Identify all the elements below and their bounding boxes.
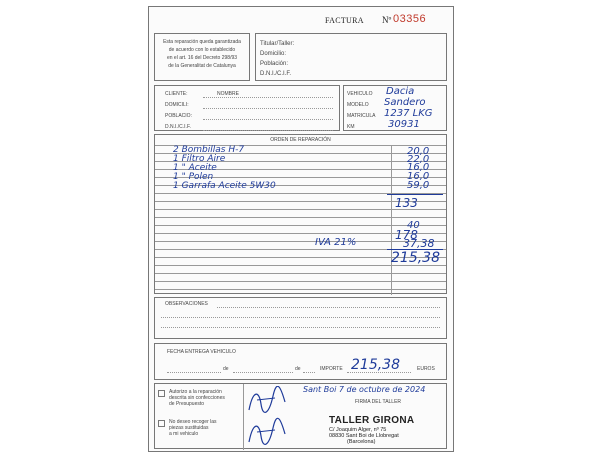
vehicle-box — [343, 85, 447, 131]
ruled-line — [155, 225, 446, 226]
city-line — [203, 119, 333, 120]
invoice-title: FACTURA — [325, 16, 364, 25]
client-box — [154, 85, 340, 131]
observations-box — [154, 297, 447, 339]
warranty-line: en el art. 16 del Decreto 298/93 — [166, 55, 238, 61]
observations-line — [161, 327, 440, 328]
authorize-text: descrita sin confecciones — [169, 395, 225, 401]
item-desc: 1 Garrafa Aceite 5W30 — [173, 181, 276, 191]
customer-signature — [245, 386, 289, 416]
observations-line — [161, 317, 440, 318]
labour-amount: 40 — [407, 220, 420, 231]
invoice-number: 03356 — [393, 13, 427, 25]
owner-line: D.N.I./C.I.F. — [260, 71, 292, 77]
amount-column-divider — [391, 145, 392, 295]
delivery-de: de — [223, 366, 229, 372]
plate-label: MATRICULA — [347, 113, 376, 119]
item-desc: 1 " Polen — [173, 172, 214, 182]
warranty-line: de acuerdo con lo establecido — [168, 47, 236, 53]
invoice-number-label: Nº — [382, 15, 392, 25]
plate-value: 1237 LKG — [384, 108, 433, 119]
ruled-line — [155, 289, 446, 290]
parts-text: No deseo recoger las — [169, 419, 217, 425]
km-label: KM — [347, 124, 355, 130]
parts-text: piezas sustituidas — [169, 425, 209, 431]
parts-text: a mi vehiculo — [169, 431, 199, 437]
signature-date: Sant Boi 7 de octubre de 2024 — [303, 385, 426, 394]
ruled-line — [155, 217, 446, 218]
euros-label: EUROS — [417, 366, 435, 372]
model-value: Sandero — [384, 97, 426, 108]
customer-signature-2 — [245, 416, 289, 448]
delivery-month-line — [233, 372, 293, 373]
owner-line: Domicilio: — [260, 51, 287, 57]
owner-box — [255, 33, 447, 81]
model-label: MODELO — [347, 102, 369, 108]
owner-line: Titular/Taller: — [260, 41, 295, 47]
item-desc: 2 Bombillas H-7 — [173, 145, 245, 155]
client-line — [203, 97, 333, 98]
vehicle-label: VEHICULO — [347, 91, 373, 97]
address-label: DOMICILI: — [165, 102, 189, 108]
delivery-box — [154, 343, 447, 380]
subtotal-2: 178 — [395, 228, 418, 242]
workshop-stamp — [329, 415, 439, 445]
delivery-year-line — [303, 372, 315, 373]
client-value: NOMBRE — [217, 91, 239, 97]
workshop-signature-label: FIRMA DEL TALLER — [355, 399, 402, 405]
stamp-name: TALLER GIRONA — [329, 415, 415, 426]
item-desc: 1 Filtro Aire — [173, 154, 226, 164]
delivery-day-line — [167, 372, 221, 373]
warranty-line: Esta reparación queda garantizada — [163, 39, 241, 45]
importe-label: IMPORTE — [320, 366, 343, 372]
item-desc: 1 " Aceite — [173, 163, 217, 173]
item-amount: 20,0 — [407, 146, 430, 157]
importe-value: 215,38 — [351, 357, 400, 373]
address-line — [203, 108, 333, 109]
warranty-line: de la Generalitat de Catalunya — [168, 63, 236, 69]
item-amount: 16,0 — [407, 171, 430, 182]
ruled-line — [155, 273, 446, 274]
authorize-checkbox[interactable] — [158, 390, 165, 397]
total-amount: 215,38 — [391, 250, 440, 266]
authorize-text: Autorizo a la reparación — [169, 389, 222, 395]
delivery-label: FECHA ENTREGA VEHICULO — [167, 349, 236, 355]
ruled-line — [155, 281, 446, 282]
observations-line — [217, 307, 440, 308]
repair-order-title: ORDEN DE REPARACIÓN — [270, 137, 331, 143]
item-amount: 22,0 — [407, 154, 430, 165]
invoice-sheet — [148, 6, 454, 452]
iva-label: IVA 21% — [315, 237, 357, 248]
subtotal: 133 — [395, 196, 418, 210]
authorization-divider — [243, 384, 244, 450]
warranty-box — [154, 33, 250, 81]
km-value: 30931 — [388, 119, 420, 130]
repair-order-box — [154, 134, 447, 294]
stamp-city: 08830 Sant Boi de Llobregat — [329, 433, 399, 439]
stamp-address: C/ Joaquim Alger, nº 75 — [329, 427, 387, 433]
item-amount: 59,0 — [407, 180, 430, 191]
id-label: D.N.I./C.I.F. — [165, 124, 191, 130]
delivery-de: de — [295, 366, 301, 372]
client-label: CLIENTE: — [165, 91, 188, 97]
vehicle-value: Dacia — [386, 86, 415, 97]
parts-checkbox[interactable] — [158, 420, 165, 427]
observations-label: OBSERVACIONES — [165, 301, 208, 307]
city-label: POBLACIO: — [165, 113, 192, 119]
stamp-province: (Barcelona) — [347, 439, 376, 445]
subtotal-underline — [387, 194, 443, 195]
iva-amount: 37,38 — [403, 237, 435, 250]
authorize-text: de Presupuesto — [169, 401, 205, 407]
owner-line: Población: — [260, 61, 289, 67]
id-line — [203, 130, 333, 131]
item-amount: 16,0 — [407, 162, 430, 173]
